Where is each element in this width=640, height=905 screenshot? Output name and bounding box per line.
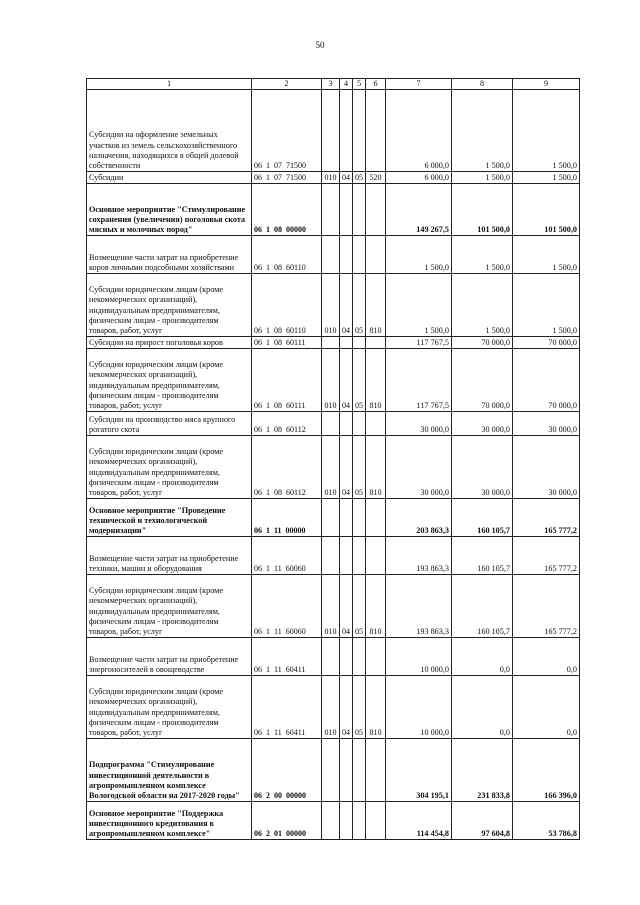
amount-2017: 203 863,3 [386, 499, 452, 537]
budget-code: 06 2 00 00000 [252, 739, 322, 802]
amount-2017: 114 454,8 [386, 802, 452, 840]
amount-2017: 1 500,0 [386, 236, 452, 274]
amount-2018: 0,0 [452, 676, 513, 739]
page-number: 50 [315, 40, 325, 50]
amount-2018: 1 500,0 [452, 236, 513, 274]
amount-2019: 30 000,0 [513, 412, 580, 436]
subsection-code [353, 236, 366, 274]
column-header: 4 [340, 79, 353, 90]
ministry-code [322, 802, 340, 840]
expense-type-code: 520 [366, 172, 386, 184]
section-code: 04 [340, 575, 353, 638]
amount-2018: 1 500,0 [452, 172, 513, 184]
column-header: 1 [87, 79, 252, 90]
ministry-code: 010 [322, 172, 340, 184]
amount-2018: 231 833,8 [452, 739, 513, 802]
amount-2018: 30 000,0 [452, 436, 513, 499]
column-header: 7 [386, 79, 452, 90]
amount-2018: 97 604,8 [452, 802, 513, 840]
amount-2019: 1 500,0 [513, 172, 580, 184]
ministry-code [322, 412, 340, 436]
amount-2019: 165 777,2 [513, 537, 580, 575]
amount-2018: 70 000,0 [452, 349, 513, 412]
subsection-code: 05 [353, 274, 366, 337]
table-row [87, 172, 580, 184]
column-header: 5 [353, 79, 366, 90]
amount-2019: 165 777,2 [513, 575, 580, 638]
ministry-code: 010 [322, 436, 340, 499]
expense-type-code [366, 337, 386, 349]
table-row [87, 337, 580, 349]
section-code [340, 537, 353, 575]
amount-2017: 304 195,1 [386, 739, 452, 802]
section-code [340, 499, 353, 537]
section-code: 04 [340, 676, 353, 739]
subsection-code [353, 184, 366, 236]
ministry-code [322, 236, 340, 274]
amount-2018: 1 500,0 [452, 274, 513, 337]
table-row [87, 676, 580, 739]
expense-type-code [366, 236, 386, 274]
expense-type-code [366, 499, 386, 537]
row-name: Субсидии юридическим лицам (кроме некоммерческих организаций), индивидуальным предпринимателям, физическим лицам - производителям товаров, работ, услуг [87, 575, 252, 638]
row-name: Основное мероприятие "Стимулирование сохранения (увеличения) поголовья скота мясных и молочных пород" [87, 184, 252, 236]
expense-type-code: 810 [366, 349, 386, 412]
amount-2019: 0,0 [513, 676, 580, 739]
table-row [87, 802, 580, 840]
table-row [87, 236, 580, 274]
amount-2018: 0,0 [452, 638, 513, 676]
amount-2018: 160 105,7 [452, 537, 513, 575]
budget-table [86, 78, 580, 840]
row-name: Основное мероприятие "Проведение технической и технологической модернизации" [87, 499, 252, 537]
subsection-code [353, 802, 366, 840]
amount-2019: 1 500,0 [513, 274, 580, 337]
budget-code: 06 1 08 60112 [252, 412, 322, 436]
amount-2019: 0,0 [513, 638, 580, 676]
table-row [87, 184, 580, 236]
ministry-code [322, 337, 340, 349]
row-name: Субсидии [87, 172, 252, 184]
amount-2019: 165 777,2 [513, 499, 580, 537]
column-header: 8 [452, 79, 513, 90]
row-name: Возмещение части затрат на приобретение техники, машин и оборудования [87, 537, 252, 575]
budget-code: 06 1 08 60112 [252, 436, 322, 499]
amount-2018: 160 105,7 [452, 499, 513, 537]
amount-2017: 193 863,3 [386, 575, 452, 638]
amount-2018: 70 000,0 [452, 337, 513, 349]
row-name: Субсидии на прирост поголовья коров [87, 337, 252, 349]
amount-2018: 30 000,0 [452, 412, 513, 436]
row-name: Возмещение части затрат на приобретение энергоносителей в овощеводстве [87, 638, 252, 676]
ministry-code: 010 [322, 575, 340, 638]
section-code [340, 90, 353, 172]
section-code: 04 [340, 172, 353, 184]
budget-code: 06 1 08 60110 [252, 236, 322, 274]
amount-2019: 101 500,0 [513, 184, 580, 236]
subsection-code [353, 739, 366, 802]
table-row [87, 436, 580, 499]
row-name: Основное мероприятие "Поддержка инвестиционного кредитования в агропромышленном комплексе" [87, 802, 252, 840]
row-name: Субсидии юридическим лицам (кроме некоммерческих организаций), индивидуальным предпринимателям, физическим лицам - производителям товаров, работ, услуг [87, 274, 252, 337]
ministry-code [322, 537, 340, 575]
table-row [87, 412, 580, 436]
ministry-code [322, 184, 340, 236]
expense-type-code [366, 90, 386, 172]
table-body [87, 90, 580, 840]
budget-code: 06 1 08 60110 [252, 274, 322, 337]
section-code [340, 236, 353, 274]
section-code [340, 739, 353, 802]
budget-code: 06 1 08 60111 [252, 349, 322, 412]
table-row [87, 90, 580, 172]
expense-type-code: 810 [366, 436, 386, 499]
expense-type-code: 810 [366, 676, 386, 739]
amount-2017: 10 000,0 [386, 676, 452, 739]
amount-2019: 70 000,0 [513, 337, 580, 349]
amount-2019: 1 500,0 [513, 90, 580, 172]
subsection-code: 05 [353, 676, 366, 739]
amount-2017: 6 000,0 [386, 90, 452, 172]
amount-2017: 10 000,0 [386, 638, 452, 676]
budget-code: 06 1 11 60411 [252, 638, 322, 676]
row-name: Возмещение части затрат на приобретение коров личными подсобными хозяйствами [87, 236, 252, 274]
table-row [87, 739, 580, 802]
column-header: 3 [322, 79, 340, 90]
subsection-code: 05 [353, 436, 366, 499]
expense-type-code [366, 412, 386, 436]
amount-2019: 30 000,0 [513, 436, 580, 499]
amount-2017: 149 267,5 [386, 184, 452, 236]
column-header: 6 [366, 79, 386, 90]
subsection-code [353, 499, 366, 537]
amount-2017: 1 500,0 [386, 274, 452, 337]
expense-type-code [366, 739, 386, 802]
amount-2017: 193 863,3 [386, 537, 452, 575]
amount-2019: 70 000,0 [513, 349, 580, 412]
budget-code: 06 2 01 00000 [252, 802, 322, 840]
amount-2019: 1 500,0 [513, 236, 580, 274]
budget-code: 06 1 07 71500 [252, 90, 322, 172]
amount-2018: 1 500,0 [452, 90, 513, 172]
budget-code: 06 1 11 00000 [252, 499, 322, 537]
ministry-code [322, 499, 340, 537]
section-code: 04 [340, 349, 353, 412]
section-code [340, 638, 353, 676]
section-code [340, 337, 353, 349]
section-code: 04 [340, 436, 353, 499]
ministry-code [322, 739, 340, 802]
row-name: Субсидии юридическим лицам (кроме некоммерческих организаций), индивидуальным предпринимателям, физическим лицам - производителям товаров, работ, услуг [87, 436, 252, 499]
table-row [87, 349, 580, 412]
ministry-code: 010 [322, 274, 340, 337]
budget-code: 06 1 11 60060 [252, 537, 322, 575]
amount-2019: 53 786,8 [513, 802, 580, 840]
amount-2017: 117 767,5 [386, 337, 452, 349]
expense-type-code [366, 802, 386, 840]
section-code [340, 412, 353, 436]
table-row [87, 638, 580, 676]
expense-type-code [366, 537, 386, 575]
subsection-code [353, 90, 366, 172]
section-code: 04 [340, 274, 353, 337]
amount-2018: 160 105,7 [452, 575, 513, 638]
subsection-code: 05 [353, 349, 366, 412]
expense-type-code [366, 184, 386, 236]
budget-code: 06 1 11 60060 [252, 575, 322, 638]
expense-type-code: 810 [366, 575, 386, 638]
section-code [340, 802, 353, 840]
row-name: Субсидии юридическим лицам (кроме некоммерческих организаций), индивидуальным предпринимателям, физическим лицам - производителям товаров, работ, услуг [87, 349, 252, 412]
amount-2017: 30 000,0 [386, 436, 452, 499]
table-row [87, 274, 580, 337]
subsection-code [353, 412, 366, 436]
row-name: Субсидии на производство мяса крупного рогатого скота [87, 412, 252, 436]
header-row [87, 79, 580, 90]
row-name: Подпрограмма "Стимулирование инвестиционной деятельности в агропромышленном комплексе Вологодской области на 2017-2020 годы" [87, 739, 252, 802]
ministry-code [322, 638, 340, 676]
subsection-code: 05 [353, 172, 366, 184]
subsection-code [353, 337, 366, 349]
expense-type-code: 810 [366, 274, 386, 337]
row-name: Субсидии юридическим лицам (кроме некоммерческих организаций), индивидуальным предпринимателям, физическим лицам - производителям товаров, работ, услуг [87, 676, 252, 739]
amount-2017: 6 000,0 [386, 172, 452, 184]
section-code [340, 184, 353, 236]
budget-code: 06 1 08 60111 [252, 337, 322, 349]
column-header: 9 [513, 79, 580, 90]
budget-code: 06 1 07 71500 [252, 172, 322, 184]
subsection-code: 05 [353, 575, 366, 638]
ministry-code [322, 90, 340, 172]
table-row [87, 537, 580, 575]
ministry-code: 010 [322, 349, 340, 412]
row-name: Субсидии на оформление земельных участков из земель сельскохозяйственного назначения, находящихся в общей долевой собственности [87, 90, 252, 172]
column-header: 2 [252, 79, 322, 90]
table-row [87, 575, 580, 638]
subsection-code [353, 638, 366, 676]
budget-code: 06 1 08 00000 [252, 184, 322, 236]
budget-code: 06 1 11 60411 [252, 676, 322, 739]
amount-2019: 166 396,0 [513, 739, 580, 802]
subsection-code [353, 537, 366, 575]
ministry-code: 010 [322, 676, 340, 739]
amount-2018: 101 500,0 [452, 184, 513, 236]
amount-2017: 117 767,5 [386, 349, 452, 412]
table-row [87, 499, 580, 537]
expense-type-code [366, 638, 386, 676]
amount-2017: 30 000,0 [386, 412, 452, 436]
